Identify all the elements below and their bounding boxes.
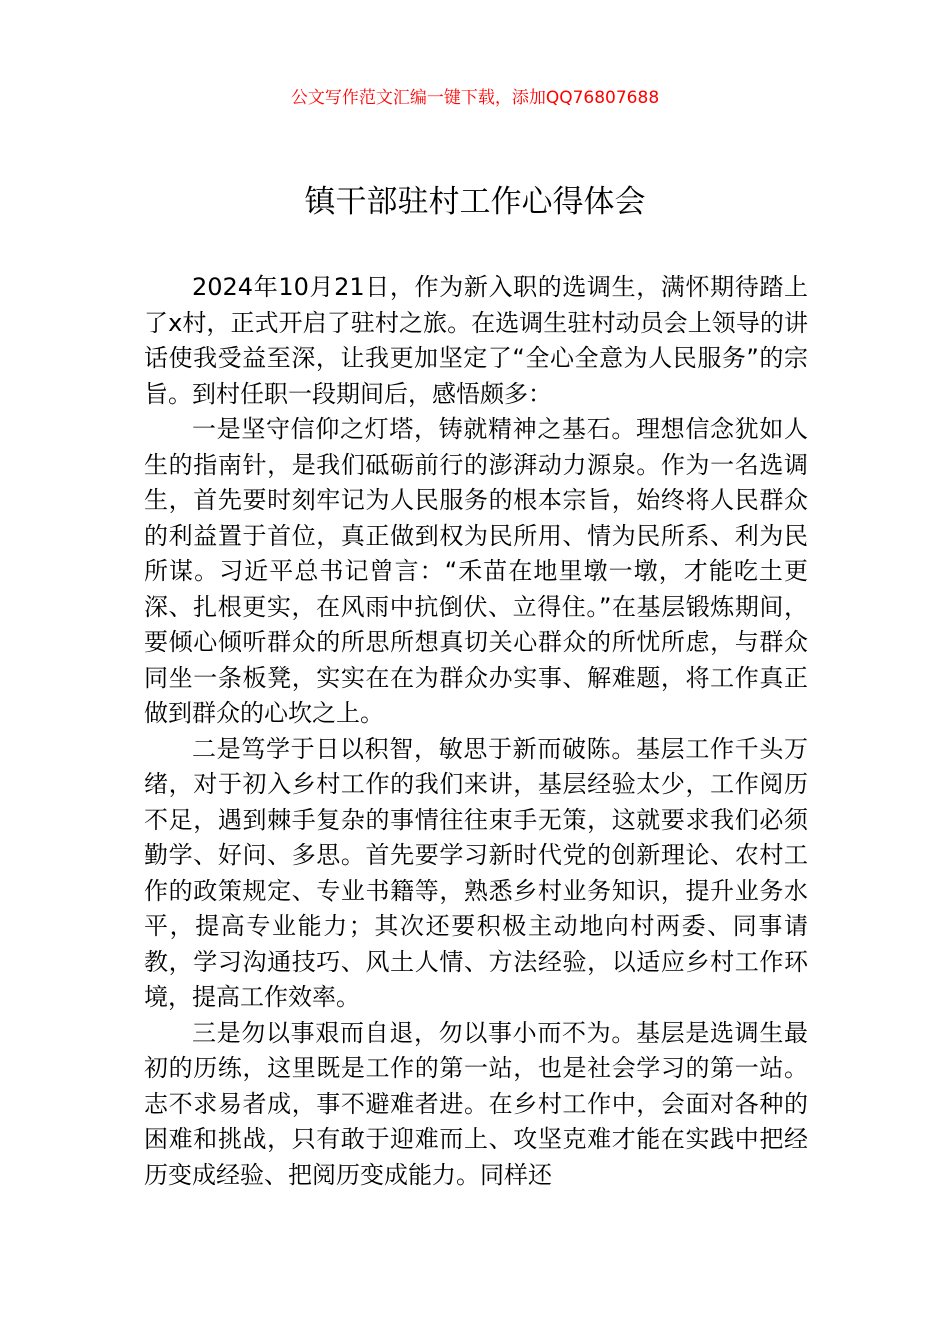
paragraph-point-three: 三是勿以事艰而自退，勿以事小而不为。基层是选调生最初的历练，这里既是工作的第一站，也是社会学习的第一站。志不求易者成，事不避难者进。在乡村工作中，会面对各种的困难和挑战，只有敢于迎难而上、攻坚克难才能在实践中把经历变成经验、把阅历变成能力。同样还 — [144, 1018, 808, 1189]
paragraph-point-one: 一是坚守信仰之灯塔，铸就精神之基石。理想信念犹如人生的指南针，是我们砥砺前行的澎湃动力源泉。作为一名选调生，首先要时刻牢记为人民服务的根本宗旨，始终将人民群众的利益置于首位，真正做到权为民所用、情为民所系、利为民所谋。习近平总书记曾言：“禾苗在地里墩一墩，才能吃土更深、扎根更实，在风雨中抗倒伏、立得住。”在基层锻炼期间，要倾心倾听群众的所思所想真切关心群众的所忧所虑，与群众同坐一条板凳，实实在在为群众办实事、解难题，将工作真正做到群众的心坎之上。 — [144, 415, 808, 727]
document-body — [144, 270, 808, 1193]
document-title: 镇干部驻村工作心得体会 — [304, 184, 646, 220]
paragraph-intro: 2024年10月21日，作为新入职的选调生，满怀期待踏上了x村，正式开启了驻村之旅。在选调生驻村动员会上领导的讲话使我受益至深，让我更加坚定了“全心全意为人民服务”的宗旨。到村任职一段期间后，感悟颇多： — [144, 273, 808, 408]
paragraph-point-two: 二是笃学于日以积智，敏思于新而破陈。基层工作千头万绪，对于初入乡村工作的我们来讲，基层经验太少，工作阅历不足，遇到棘手复杂的事情往往束手无策，这就要求我们必须勤学、好问、多思。首先要学习新时代党的创新理论、农村工作的政策规定、专业书籍等，熟悉乡村业务知识，提升业务水平，提高专业能力；其次还要积极主动地向村两委、同事请教，学习沟通技巧、风土人情、方法经验，以适应乡村工作环境，提高工作效率。 — [144, 734, 808, 1011]
download-banner: 公文写作范文汇编一键下载，添加QQ76807688 — [290, 88, 660, 108]
